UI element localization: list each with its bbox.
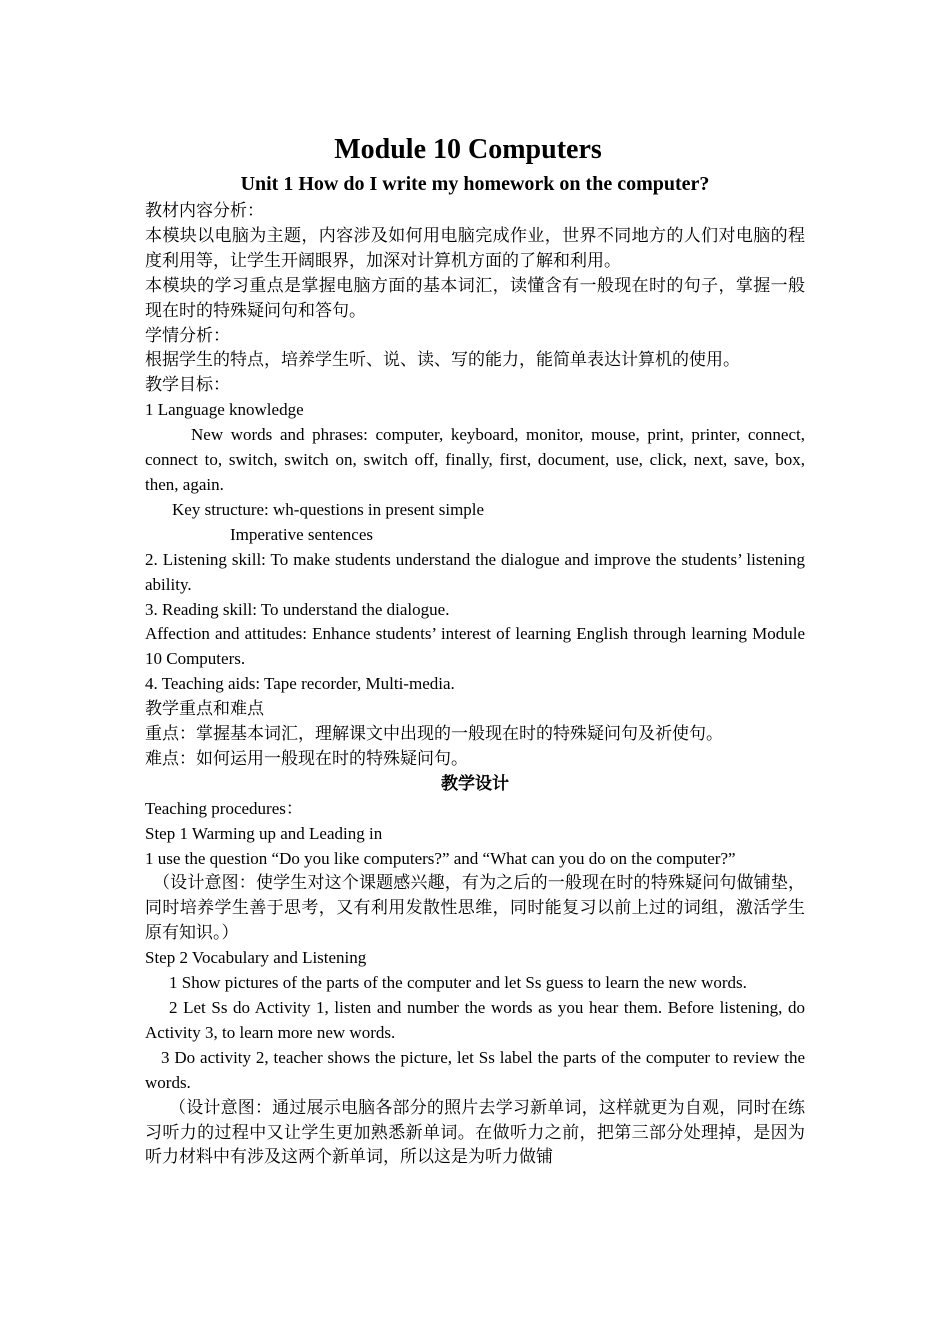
objective-listening-skill: 2. Listening skill: To make students understand the dialogue and improve the students’ listening ability. xyxy=(145,549,805,594)
new-words-paragraph: New words and phrases: computer, keyboard, monitor, mouse, print, printer, connect, connect to, switch, switch on, switch off, finally, first, document, use, click, next, save, box, then, again. xyxy=(145,425,805,494)
objective-reading-skill: 3. Reading skill: To understand the dialogue. xyxy=(145,599,450,619)
section-heading-key-points: 教学重点和难点 xyxy=(145,699,264,719)
unit-subtitle: Unit 1 How do I write my homework on the computer? xyxy=(240,173,710,195)
learner-analysis-paragraph: 根据学生的特点，培养学生听、说、读、写的能力，能简单表达计算机的使用。 xyxy=(145,350,740,370)
objective-language-knowledge: 1 Language knowledge xyxy=(145,400,304,420)
teaching-procedures-heading: Teaching procedures： xyxy=(145,798,303,818)
step-1-design-intent: （设计意图：使学生对这个课题感兴趣，有为之后的一般现在时的特殊疑问句做铺垫，同时培养学生善于思考，又有利用发散性思维，同时能复习以前上过的词组，激活学生原有知识。） xyxy=(145,873,805,943)
step-2-item-2: 2 Let Ss do Activity 1, listen and number the words as you hear them. Before listening, do Activity 3, to learn more new words. xyxy=(145,998,805,1042)
step-2-item-3: 3 Do activity 2, teacher shows the picture, let Ss label the parts of the computer to review the words. xyxy=(145,1047,805,1092)
section-heading-material-analysis: 教材内容分析： xyxy=(145,201,264,220)
step-2-heading: Step 2 Vocabulary and Listening xyxy=(145,948,367,968)
step-1-item-1: 1 use the question “Do you like computers?” and “What can you do on the computer?” xyxy=(145,848,736,868)
material-analysis-paragraph-2: 本模块的学习重点是掌握电脑方面的基本词汇，读懂含有一般现在时的句子，掌握一般现在时的特殊疑问句和答句。 xyxy=(145,275,805,320)
imperative-sentences-line: Imperative sentences xyxy=(230,524,374,544)
document-body xyxy=(145,131,805,1170)
step-2-design-intent: （设计意图：通过展示电脑各部分的照片去学习新单词，这样就更为自观，同时在练习听力的过程中又让学生更加熟悉新单词。在做听力之前，把第三部分处理掉，是因为听力材料中有涉及这两个新单词，所以这是为听力做铺 xyxy=(145,1097,805,1167)
section-heading-objectives: 教学目标： xyxy=(145,375,230,395)
objective-affection-attitudes: Affection and attitudes: Enhance students’ interest of learning English through learning Module 10 Computers. xyxy=(145,624,805,669)
material-analysis-paragraph-1: 本模块以电脑为主题，内容涉及如何用电脑完成作业，世界不同地方的人们对电脑的程度利用等，让学生开阔眼界，加深对计算机方面的了解和利用。 xyxy=(145,225,805,270)
module-title: Module 10 Computers xyxy=(334,134,602,165)
key-point-line: 重点：掌握基本词汇，理解课文中出现的一般现在时的特殊疑问句及祈使句。 xyxy=(145,724,723,744)
step-2-item-1: 1 Show pictures of the parts of the computer and let Ss guess to learn the new words. xyxy=(169,973,747,993)
section-heading-teaching-design: 教学设计 xyxy=(441,773,509,793)
step-1-heading: Step 1 Warming up and Leading in xyxy=(145,823,383,843)
section-heading-learner-analysis: 学情分析： xyxy=(145,325,230,345)
key-structure-line: Key structure: wh-questions in present simple xyxy=(172,499,485,519)
difficult-point-line: 难点：如何运用一般现在时的特殊疑问句。 xyxy=(145,748,468,768)
objective-teaching-aids: 4. Teaching aids: Tape recorder, Multi-media. xyxy=(145,674,455,694)
